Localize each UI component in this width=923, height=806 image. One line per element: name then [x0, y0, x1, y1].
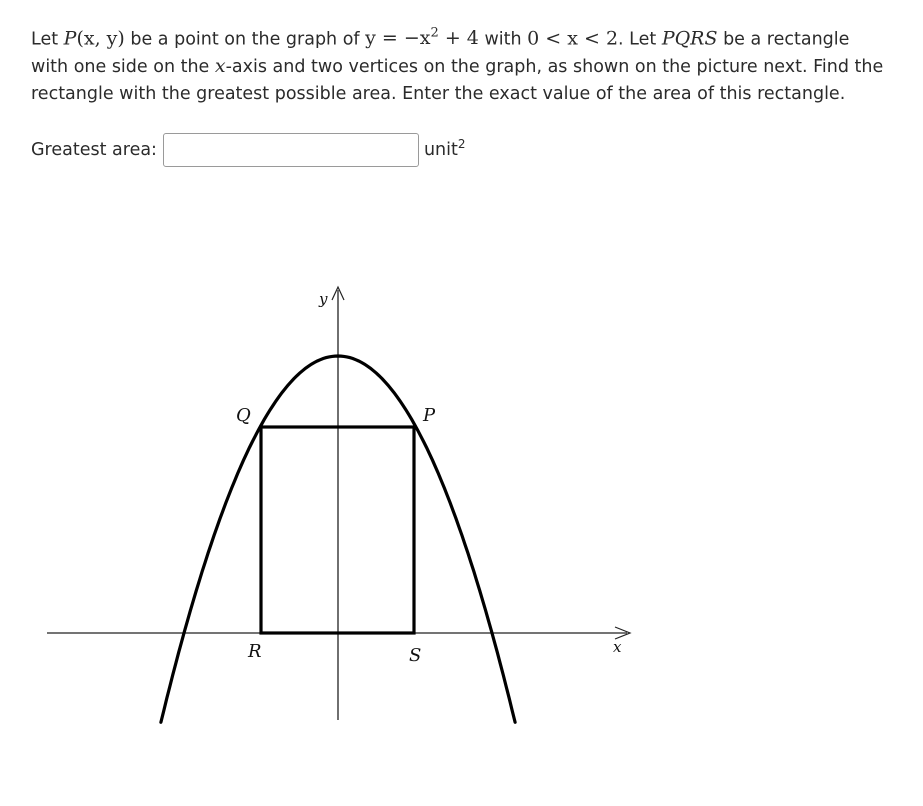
point-q-label: Q: [236, 405, 251, 426]
point-r-label: R: [248, 641, 262, 662]
math-x: x: [214, 55, 226, 78]
point-s-label: S: [409, 645, 422, 666]
problem-text-2: be a point on the graph of: [124, 29, 366, 50]
problem-text-6: -axis and two vertices on the graph, as shown on the picture next. Find the rectangle with the greatest possible area. Enter the exact value of the area of this rectangle.: [31, 57, 884, 105]
problem-text-1: Let: [31, 29, 64, 50]
y-axis-label: y: [319, 290, 328, 308]
greatest-area-label: Greatest area:: [31, 140, 157, 160]
x-axis-label: x: [613, 638, 622, 656]
math-point: P(x, y): [63, 27, 125, 50]
unit-label: unit$^2$: [423, 136, 466, 160]
math-function: $y = -x^2 + 4$: [365, 26, 479, 50]
point-p-label: P: [423, 405, 436, 426]
problem-text-5: be a rectangle with one side on the: [31, 29, 850, 78]
math-domain: 0 < x < 2: [527, 27, 619, 50]
math-rectangle: PQRS: [661, 27, 718, 50]
problem-text-4: . Let: [618, 29, 662, 50]
problem-text-3: with: [478, 29, 528, 50]
